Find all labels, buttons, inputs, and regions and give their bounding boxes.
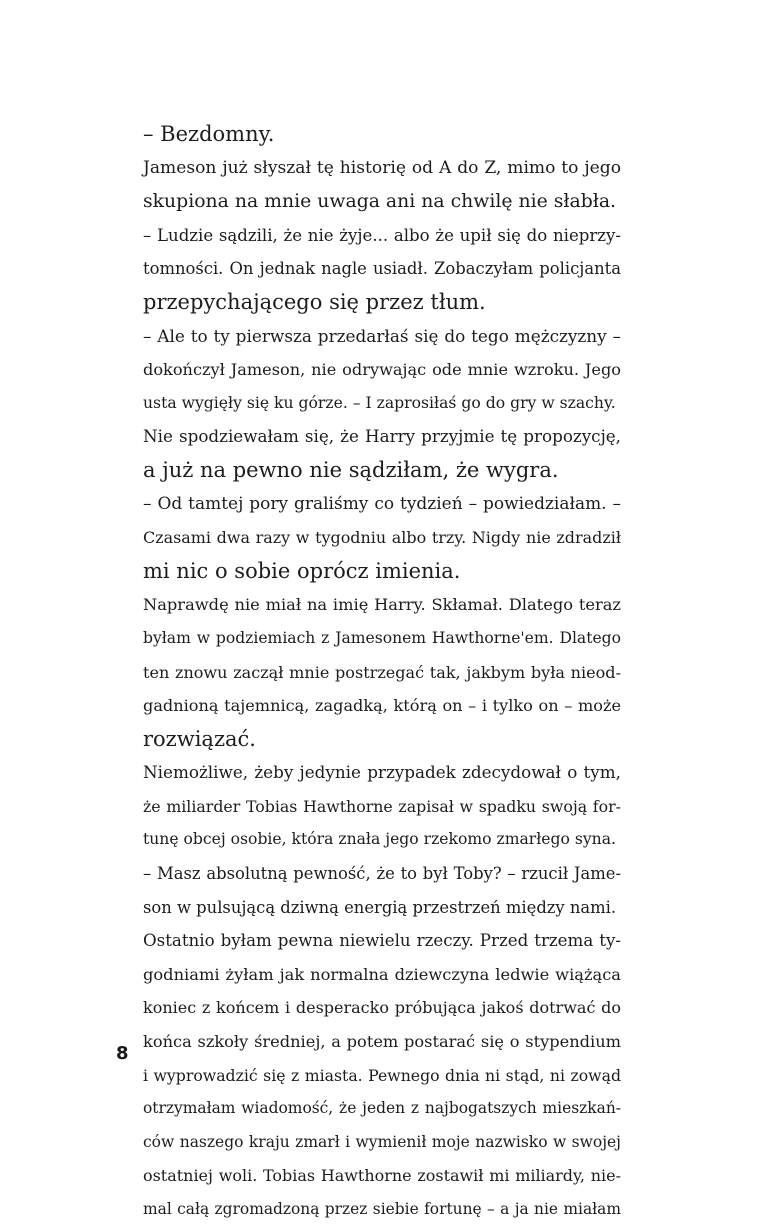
text-line: ców naszego kraju zmarł i wymienił moje nazwisko w swojej: [143, 1132, 621, 1151]
text-line: – Ale to ty pierwsza przedarłaś się do tego mężczyzny –: [143, 325, 621, 346]
text-line: koniec z końcem i desperacko próbująca jakoś dotrwać do: [143, 998, 621, 1018]
text-line: mi nic o sobie oprócz imienia.: [143, 558, 461, 583]
text-line: otrzymałam wiadomość, że jeden z najbogatszych mieszkań-: [143, 1099, 621, 1118]
text-line: i wyprowadzić się z miasta. Pewnego dnia ni stąd, ni zowąd: [143, 1065, 621, 1085]
text-line: końca szkoły średniej, a potem postarać się o stypendium: [143, 1032, 621, 1052]
text-line: tomności. On jednak nagle usiadł. Zobaczyłam policjanta: [143, 259, 621, 279]
text-line: Jameson już słyszał tę historię od A do Z, mimo to jego: [143, 157, 621, 178]
text-line: ostatniej woli. Tobias Hawthorne zostawił mi miliardy, nie-: [143, 1166, 621, 1186]
text-line: dokończył Jameson, nie odrywając ode mnie wzroku. Jego: [143, 360, 621, 380]
page-body-text: [143, 118, 621, 1227]
text-line: – Ludzie sądzili, że nie żyje... albo że upił się do nieprzy-: [143, 225, 621, 245]
text-line: – Masz absolutną pewność, że to był Toby? – rzucił Jame-: [143, 864, 621, 884]
text-line: – Od tamtej pory graliśmy co tydzień – powiedziałam. –: [143, 493, 621, 514]
text-line: Niemożliwe, żeby jedynie przypadek zdecydował o tym,: [143, 762, 621, 783]
text-line: godniami żyłam jak normalna dziewczyna ledwie wiążąca: [143, 964, 621, 984]
text-line: usta wygięły się ku górze. – I zaprosiłaś go do gry w szachy.: [143, 393, 616, 412]
text-line: byłam w podziemiach z Jamesonem Hawthorne'em. Dlatego: [143, 628, 621, 647]
text-line: skupiona na mnie uwaga ani na chwilę nie słabła.: [143, 191, 617, 213]
text-line: Naprawdę nie miał na imię Harry. Skłamał. Dlatego teraz: [143, 595, 621, 615]
text-line: przepychającego się przez tłum.: [143, 289, 486, 314]
text-line: Czasami dwa razy w tygodniu albo trzy. Nigdy nie zdradził: [143, 528, 621, 548]
text-line: tunę obcej osobie, która znała jego rzekomo zmarłego syna.: [143, 830, 616, 849]
text-line: rozwiązać.: [143, 726, 256, 751]
text-line: że miliarder Tobias Hawthorne zapisał w spadku swoją for-: [143, 796, 621, 816]
text-line: ten znowu zaczął mnie postrzegać tak, jakbym była nieod-: [143, 662, 621, 682]
text-line: a już na pewno nie sądziłam, że wygra.: [143, 457, 559, 482]
text-line: Ostatnio byłam pewna niewielu rzeczy. Przed trzema ty-: [143, 931, 621, 951]
text-line: gadnioną tajemnicą, zagadką, którą on – i tylko on – może: [143, 696, 621, 716]
page-number: 8: [116, 1043, 129, 1064]
text-line: son w pulsującą dziwną energią przestrzeń między nami.: [143, 897, 617, 917]
text-line: Nie spodziewałam się, że Harry przyjmie tę propozycję,: [143, 426, 621, 447]
text-line: mal całą zgromadzoną przez siebie fortunę – a ja nie miałam: [143, 1200, 621, 1218]
text-line: – Bezdomny.: [143, 122, 275, 146]
